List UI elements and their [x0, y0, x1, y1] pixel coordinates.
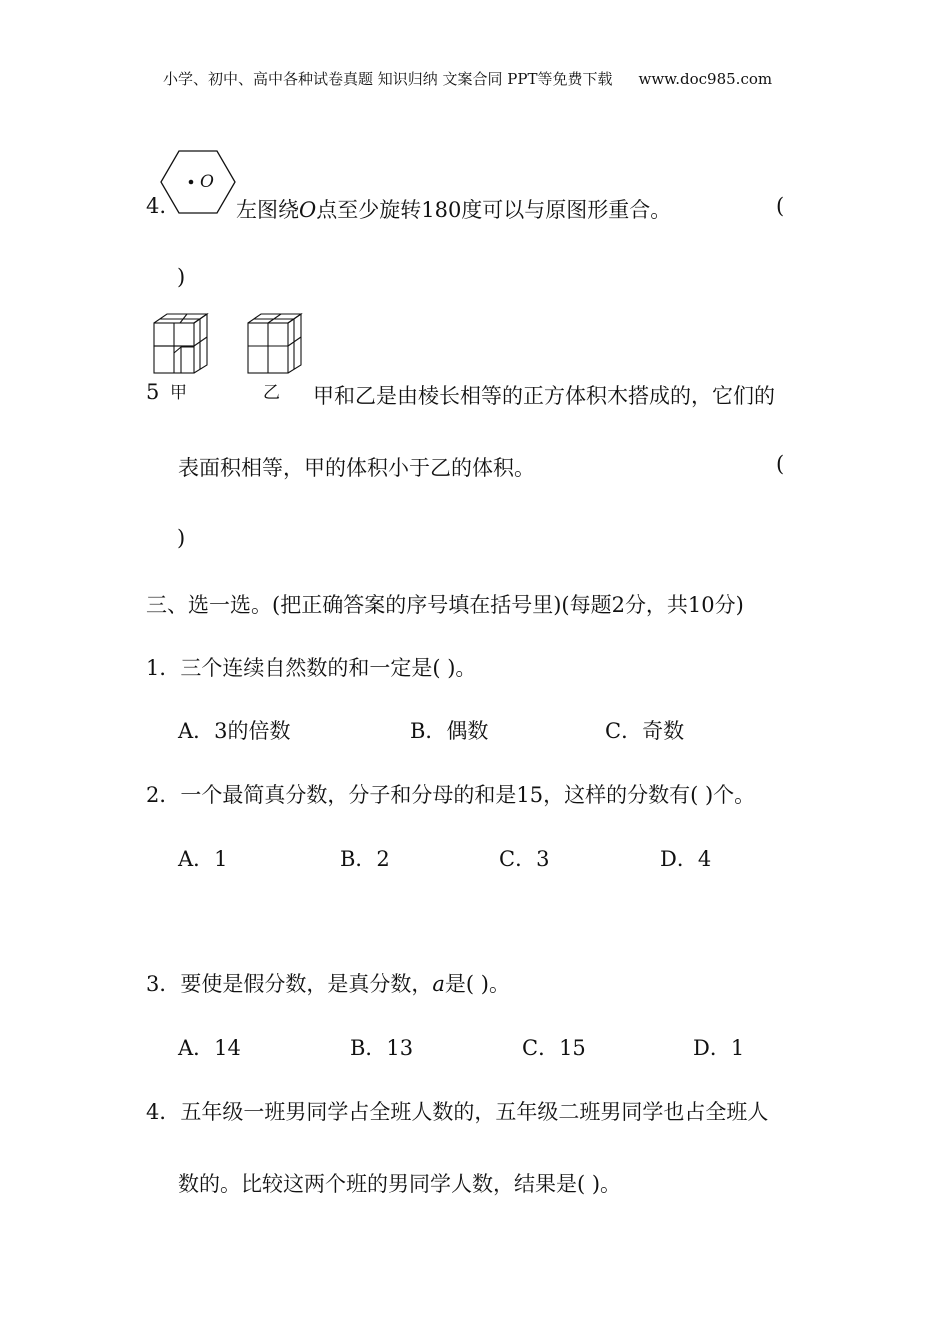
cube-figure-yi	[247, 313, 313, 375]
header-site: www.doc985.com	[638, 70, 773, 88]
cube-figure-jia	[153, 313, 219, 375]
judge-q4-paren-open: (	[776, 194, 785, 218]
choice-q2-option-d: D．4	[660, 847, 712, 871]
judge-q5-paren-open: (	[776, 452, 785, 476]
hexagon-center-label: O	[200, 172, 214, 192]
choice-q2-text: 2．一个最简真分数，分子和分母的和是15，这样的分数有( )个。	[146, 783, 756, 807]
choice-q1-text: 1．三个连续自然数的和一定是( )。	[146, 656, 477, 680]
judge-q5-paren-close: )	[177, 526, 186, 550]
page-header	[163, 68, 772, 89]
choice-q3-text: 3．要使是假分数，是真分数，a是( )。	[146, 972, 510, 996]
choice-q4-line2: 数的。比较这两个班的男同学人数，结果是( )。	[178, 1172, 622, 1196]
choice-q1-option-b: B．偶数	[410, 719, 489, 743]
choice-q1-option-a: A．3的倍数	[178, 719, 291, 743]
section3-title: 三、选一选。(把正确答案的序号填在括号里)(每题2分，共10分)	[146, 593, 744, 617]
cube-label-jia: 甲	[170, 383, 187, 403]
header-slogan: 小学、初中、高中各种试卷真题 知识归纳 文案合同 PPT等免费下载	[163, 70, 613, 88]
choice-q3-option-c: C．15	[522, 1036, 586, 1060]
choice-q2-option-b: B．2	[340, 847, 390, 871]
judge-q5-number: 5	[146, 380, 160, 404]
choice-q3-option-a: A．14	[178, 1036, 241, 1060]
choice-q2-option-a: A．1	[178, 847, 228, 871]
center-point-dot	[189, 180, 194, 185]
hexagon-figure	[160, 150, 236, 214]
judge-q5-line1: 甲和乙是由棱长相等的正方体积木搭成的，它们的	[313, 384, 775, 408]
cube-label-yi: 乙	[263, 383, 280, 403]
choice-q1-option-c: C．奇数	[605, 719, 685, 743]
choice-q2-option-c: C．3	[499, 847, 550, 871]
choice-q3-option-d: D．1	[693, 1036, 745, 1060]
choice-q4-line1: 4．五年级一班男同学占全班人数的，五年级二班男同学也占全班人	[146, 1100, 769, 1124]
judge-q4-number: 4.	[146, 194, 167, 218]
judge-q4-paren-close: )	[177, 265, 186, 289]
judge-q5-line2: 表面积相等，甲的体积小于乙的体积。	[178, 456, 535, 480]
judge-q4-text: 左图绕O点至少旋转180度可以与原图形重合。	[236, 198, 672, 222]
choice-q3-option-b: B．13	[350, 1036, 414, 1060]
